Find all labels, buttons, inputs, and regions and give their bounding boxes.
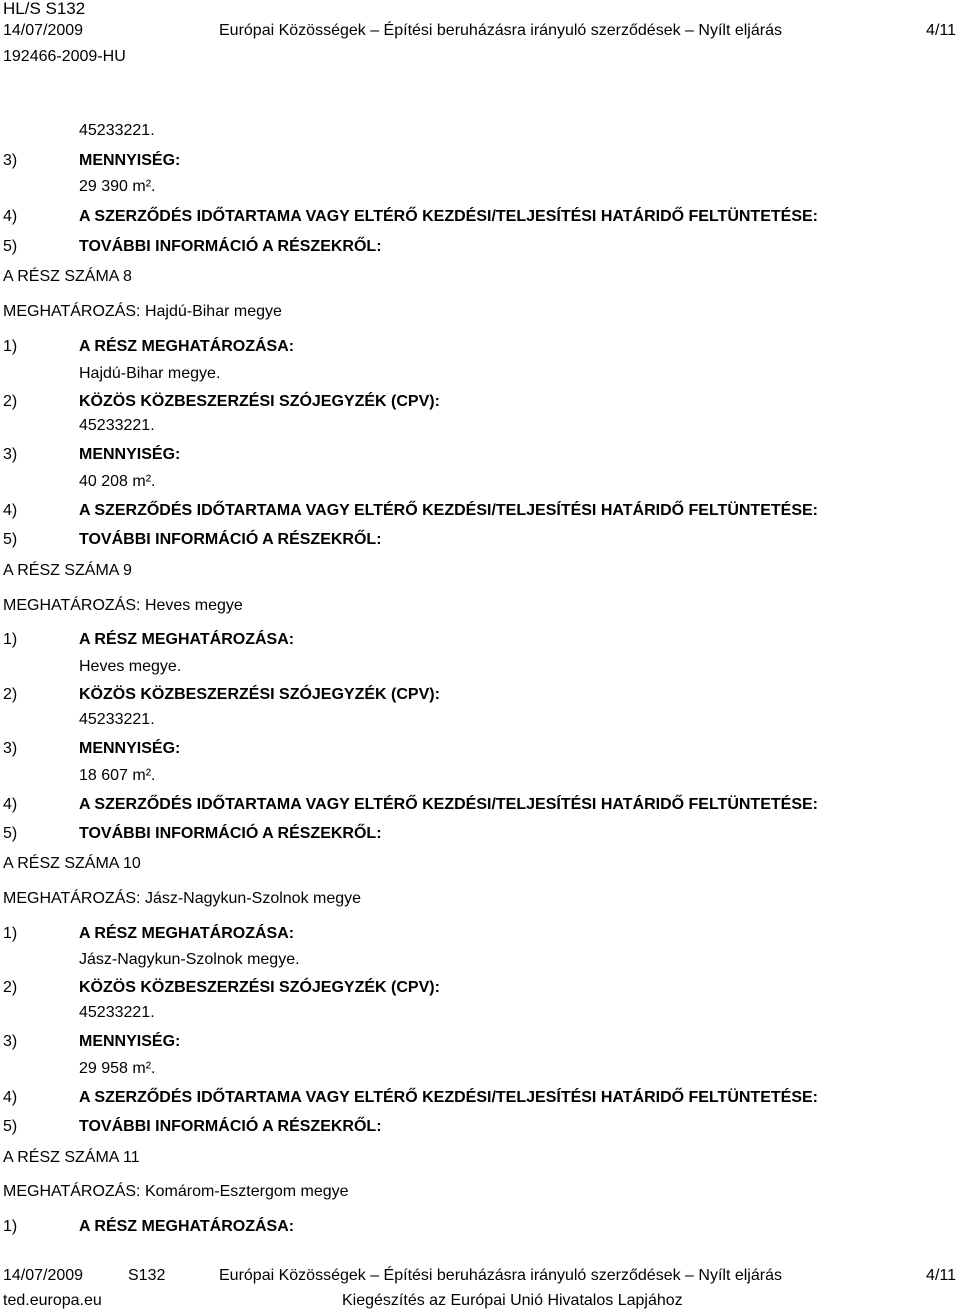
- lot-description: Hajdú-Bihar megye.: [79, 365, 221, 382]
- quantity-label: MENNYISÉG:: [79, 740, 181, 757]
- lot-description: Heves megye.: [79, 658, 182, 675]
- lot-title: MEGHATÁROZÁS: Jász-Nagykun-Szolnok megye: [3, 890, 362, 907]
- info-label: TOVÁBBI INFORMÁCIÓ A RÉSZEKRŐL:: [79, 238, 382, 255]
- item-number: 2): [3, 393, 18, 410]
- footer-supplement: Kiegészítés az Európai Unió Hivatalos Lapjához: [342, 1292, 683, 1309]
- footer-page-number: 4/11: [926, 1267, 956, 1284]
- lot-title: MEGHATÁROZÁS: Hajdú-Bihar megye: [3, 303, 282, 320]
- quantity-value: 18 607 m².: [79, 767, 156, 784]
- item-number: 4): [3, 502, 18, 519]
- duration-label: A SZERZŐDÉS IDŐTARTAMA VAGY ELTÉRŐ KEZDÉSI/TELJESÍTÉSI HATÁRIDŐ FELTÜNTETÉSE:: [79, 796, 818, 813]
- duration-label: A SZERZŐDÉS IDŐTARTAMA VAGY ELTÉRŐ KEZDÉSI/TELJESÍTÉSI HATÁRIDŐ FELTÜNTETÉSE:: [79, 502, 818, 519]
- lot-number: A RÉSZ SZÁMA 8: [3, 268, 132, 285]
- item-number: 3): [3, 740, 18, 757]
- footer-date: 14/07/2009: [3, 1267, 84, 1284]
- info-label: TOVÁBBI INFORMÁCIÓ A RÉSZEKRŐL:: [79, 531, 382, 548]
- quantity-value: 29 958 m².: [79, 1060, 156, 1077]
- header-page-number: 4/11: [926, 22, 956, 39]
- info-label: TOVÁBBI INFORMÁCIÓ A RÉSZEKRŐL:: [79, 1118, 382, 1135]
- lot-number: A RÉSZ SZÁMA 11: [3, 1149, 140, 1166]
- item-number: 1): [3, 1218, 18, 1235]
- duration-label: A SZERZŐDÉS IDŐTARTAMA VAGY ELTÉRŐ KEZDÉSI/TELJESÍTÉSI HATÁRIDŐ FELTÜNTETÉSE:: [79, 208, 818, 225]
- item-number: 5): [3, 825, 18, 842]
- journal-label: HL/S S132: [3, 0, 86, 18]
- duration-label: A SZERZŐDÉS IDŐTARTAMA VAGY ELTÉRŐ KEZDÉSI/TELJESÍTÉSI HATÁRIDŐ FELTÜNTETÉSE:: [79, 1089, 818, 1106]
- item-number: 5): [3, 531, 18, 548]
- item-number: 5): [3, 238, 18, 255]
- cpv-value: 45233221.: [79, 122, 155, 139]
- item-number: 5): [3, 1118, 18, 1135]
- item-number: 4): [3, 208, 18, 225]
- lot-description: Jász-Nagykun-Szolnok megye.: [79, 951, 300, 968]
- info-label: TOVÁBBI INFORMÁCIÓ A RÉSZEKRŐL:: [79, 825, 382, 842]
- item-number: 3): [3, 1033, 18, 1050]
- item-number: 4): [3, 796, 18, 813]
- lot-number: A RÉSZ SZÁMA 10: [3, 855, 141, 872]
- header-reference: 192466-2009-HU: [3, 48, 126, 65]
- item-number: 2): [3, 979, 18, 996]
- lot-number: A RÉSZ SZÁMA 9: [3, 562, 132, 579]
- cpv-label: KÖZÖS KÖZBESZERZÉSI SZÓJEGYZÉK (CPV):: [79, 686, 440, 703]
- item-number: 4): [3, 1089, 18, 1106]
- lot-title: MEGHATÁROZÁS: Heves megye: [3, 597, 243, 614]
- lot-description-label: A RÉSZ MEGHATÁROZÁSA:: [79, 338, 295, 355]
- item-number: 3): [3, 446, 18, 463]
- lot-title: MEGHATÁROZÁS: Komárom-Esztergom megye: [3, 1183, 349, 1200]
- footer-journal: S132: [128, 1267, 166, 1284]
- lot-description-label: A RÉSZ MEGHATÁROZÁSA:: [79, 631, 295, 648]
- cpv-value: 45233221.: [79, 417, 155, 434]
- lot-description-label: A RÉSZ MEGHATÁROZÁSA:: [79, 1218, 295, 1235]
- footer-site-link[interactable]: ted.europa.eu: [3, 1292, 102, 1309]
- cpv-value: 45233221.: [79, 711, 155, 728]
- quantity-value: 40 208 m².: [79, 473, 156, 490]
- quantity-value: 29 390 m².: [79, 178, 156, 195]
- quantity-label: MENNYISÉG:: [79, 152, 181, 169]
- footer-title: Európai Közösségek – Építési beruházásra irányuló szerződések – Nyílt eljárás: [219, 1267, 782, 1284]
- item-number: 2): [3, 686, 18, 703]
- cpv-label: KÖZÖS KÖZBESZERZÉSI SZÓJEGYZÉK (CPV):: [79, 979, 440, 996]
- lot-description-label: A RÉSZ MEGHATÁROZÁSA:: [79, 925, 295, 942]
- item-number: 1): [3, 631, 18, 648]
- item-number: 3): [3, 152, 18, 169]
- header-date: 14/07/2009: [3, 22, 84, 39]
- cpv-value: 45233221.: [79, 1004, 155, 1021]
- item-number: 1): [3, 338, 18, 355]
- header-title: Európai Közösségek – Építési beruházásra irányuló szerződések – Nyílt eljárás: [219, 22, 782, 39]
- item-number: 1): [3, 925, 18, 942]
- cpv-label: KÖZÖS KÖZBESZERZÉSI SZÓJEGYZÉK (CPV):: [79, 393, 440, 410]
- quantity-label: MENNYISÉG:: [79, 1033, 181, 1050]
- quantity-label: MENNYISÉG:: [79, 446, 181, 463]
